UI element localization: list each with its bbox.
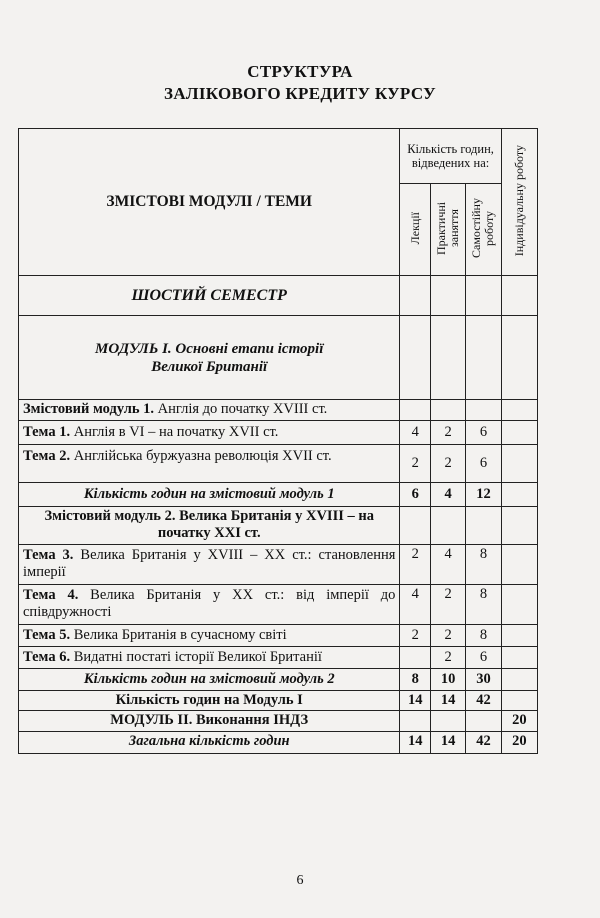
total-submodule2-row: Кількість годин на змістовий модуль 2 8 10 30 [19, 668, 538, 690]
header-lectures: Лекції [400, 184, 431, 276]
table-row: Тема 1. Англія в VI – на початку XVII ст. 4 2 6 [19, 420, 538, 444]
module1-title: МОДУЛЬ І. Основні етапи історії Великої Британії [19, 316, 400, 400]
header-hours-group: Кількість годин, відведених на: [400, 129, 501, 184]
submodule1-row [19, 400, 538, 420]
table-row: Тема 4. Велика Британія у XX ст.: від імперії до співдружності 4 2 8 [19, 584, 538, 624]
submodule1-cell: Змістовий модуль 1. Англія до початку XVIII ст. [19, 400, 400, 420]
module1-row [19, 316, 538, 400]
submodule2-cell: Змістовий модуль 2. Велика Британія у XVIII – на початку XXI ст. [19, 506, 400, 544]
header-modules: ЗМІСТОВІ МОДУЛІ / ТЕМИ [19, 129, 400, 276]
module2-row: МОДУЛЬ ІІ. Виконання ІНДЗ 20 [19, 711, 538, 731]
course-structure-table [18, 128, 538, 754]
total-module1-row: Кількість годин на Модуль І 14 14 42 [19, 690, 538, 710]
header-self-work: Самостійну роботу [466, 184, 501, 276]
table-row: Тема 6. Видатні постаті історії Великої Британії 2 6 [19, 646, 538, 668]
table-header-row [19, 129, 538, 184]
page-number: 6 [296, 873, 304, 888]
header-practical: Практичні заняття [430, 184, 465, 276]
semester-row [19, 276, 538, 316]
grand-total-row: Загальна кількість годин 14 14 42 20 [19, 731, 538, 753]
table-row: Тема 5. Велика Британія в сучасному світі 2 2 8 [19, 624, 538, 646]
total-submodule1-row: Кількість годин на змістовий модуль 1 6 4 12 [19, 482, 538, 506]
semester-label: ШОСТИЙ СЕМЕСТР [19, 276, 400, 316]
page-title-line2: ЗАЛІКОВОГО КРЕДИТУ КУРСУ [164, 84, 436, 103]
table-row: Тема 2. Англійська буржуазна революція XVII ст. 2 2 6 [19, 444, 538, 482]
submodule2-row [19, 506, 538, 544]
header-individual: Індивідуальну роботу [501, 129, 537, 276]
table-row: Тема 3. Велика Британія у XVIII – XX ст.: становлення імперії 2 4 8 [19, 544, 538, 584]
page-title-line1: СТРУКТУРА [247, 62, 353, 81]
